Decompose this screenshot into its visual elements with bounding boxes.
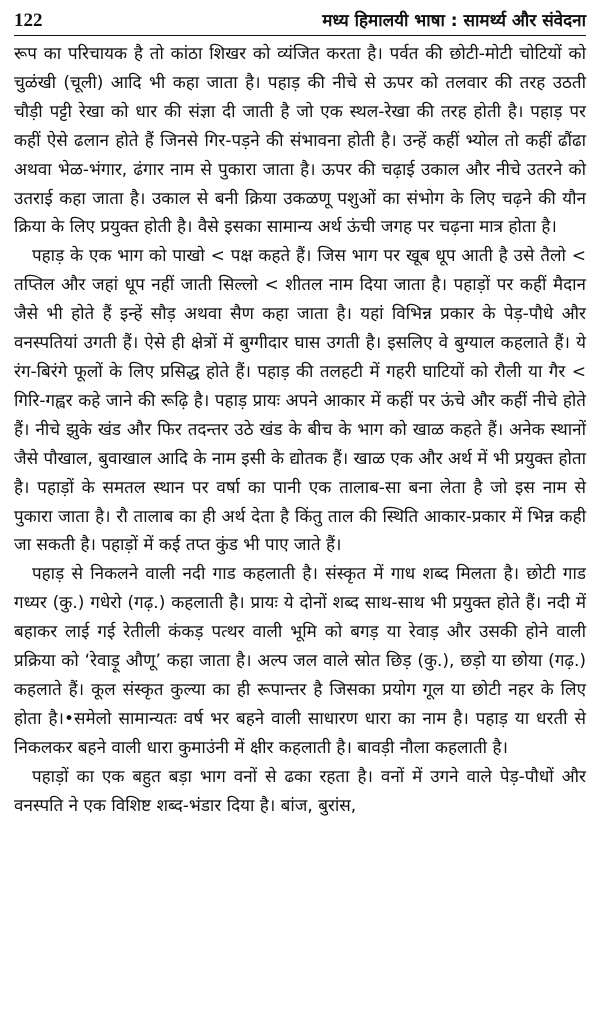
paragraph-1: रूप का परिचायक है तो कांठा शिखर को व्यंजित करता है। पर्वत की छोटी-मोटी चोटियों को चुळंखी (चूली) आदि भी कहा जाता है। पहाड़ की नीचे से ऊपर को तलवार की तरह उठती चौड़ी पट्टी रेखा को धार की संज्ञा दी जाती है जो एक स्थल-रेखा की तरह होती है। पहाड़ पर कहीं ऐसे ढलान होते हैं जिनसे गिर-पड़ने की संभावना होती है। उन्हें कहीं भ्योल तो कहीं ढौंढा अथवा भेळ-भंगार, ढंगार नाम से पुकारा जाता है। ऊपर की चढ़ाई उकाल और नीचे उतरने को उतराई कहा जाता है। उकाल से बनी क्रिया उकळणू पशुओं का संभोग के लिए चढ़ने की यौन क्रिया के लिए प्रयुक्त होती है। वैसे इसका सामान्य अर्थ ऊंची जगह पर चढ़ना मात्र होता है। <box>14 44 586 238</box>
body-text <box>14 40 586 820</box>
paragraph-4: पहाड़ों का एक बहुत बड़ा भाग वनों से ढका रहता है। वनों में उगने वाले पेड़-पौधों और वनस्पति ने एक विशिष्ट शब्द-भंडार दिया है। बांज, बुरांस, <box>14 766 586 816</box>
paragraph-3: पहाड़ से निकलने वाली नदी गाड कहलाती है। संस्कृत में गाध शब्द मिलता है। छोटी गाड गध्यर (कु.) गधेरो (गढ़.) कहलाती है। प्रायः ये दोनों शब्द साथ-साथ भी प्रयुक्त होते हैं। नदी में बहाकर लाई गई रेतीली कंकड़ पत्थर वाली भूमि को बगड़ या रेवाड़ और उसकी होने वाली प्रक्रिया को ‘रेवाड़ू औणू’ कहा जाता है। अल्प जल वाले स्रोत छिड़ (कु.), छड़ो या छोया (गढ़.) कहलाते हैं। कूल संस्कृत कुल्या का ही रूपान्तर है जिसका प्रयोग गूल या छोटी नहर के लिए होता है।•समेलो सामान्यतः वर्ष भर बहने वाली साधारण धारा का नाम है। पहाड़ या धरती से निकलकर बहने वाली धारा कुमाउंनी में क्षीर कहलाती है। बावड़ी नौला कहलाती है। <box>14 564 586 758</box>
page-number: 122 <box>14 10 43 31</box>
running-title: मध्य हिमालयी भाषा : सामर्थ्य और संवेदना <box>322 11 586 31</box>
page-header <box>14 8 586 36</box>
paragraph-2: पहाड़ के एक भाग को पाखो < पक्ष कहते हैं। जिस भाग पर खूब धूप आती है उसे तैलो < तप्तिल और जहां धूप नहीं जाती सिल्लो < शीतल नाम दिया जाता है। पहाड़ों पर कहीं मैदान जैसे भी होते हैं इन्हें सौड़ अथवा सैण कहा जाता है। यहां विभिन्न प्रकार के पेड़-पौधे और वनस्पतियां उगती हैं। ऐसे ही क्षेत्रों में बुग्गीदार घास उगती है। इसलिए वे बुग्याल कहलाते हैं। ये रंग-बिरंगे फूलों के लिए प्रसिद्ध होते हैं। पहाड़ की तलहटी में गहरी घाटियों को रौली या गैर < गिरि-गह्वर कहे जाने की रूढ़ि है। पहाड़ प्रायः अपने आकार में कहीं पर ऊंचे और कहीं नीचे होते हैं। नीचे झुके खंड और फिर तदन्तर उठे खंड के बीच के भाग को खाळ कहते हैं। अनेक स्थानों जैसे पौखाल, बुवाखाल आदि के नाम इसी के द्योतक हैं। खाळ एक और अर्थ में भी प्रयुक्त होता है। पहाड़ों के समतल स्थान पर वर्षा का पानी एक तालाब-सा बना लेता है जो इस नाम से पुकारा जाता है। रौ तालाब का ही अर्थ देता है किंतु ताल की स्थिति आकार-प्रकार में भिन्न कही जा सकती है। पहाड़ों में कई तप्त कुंड भी पाए जाते हैं। <box>14 246 586 556</box>
